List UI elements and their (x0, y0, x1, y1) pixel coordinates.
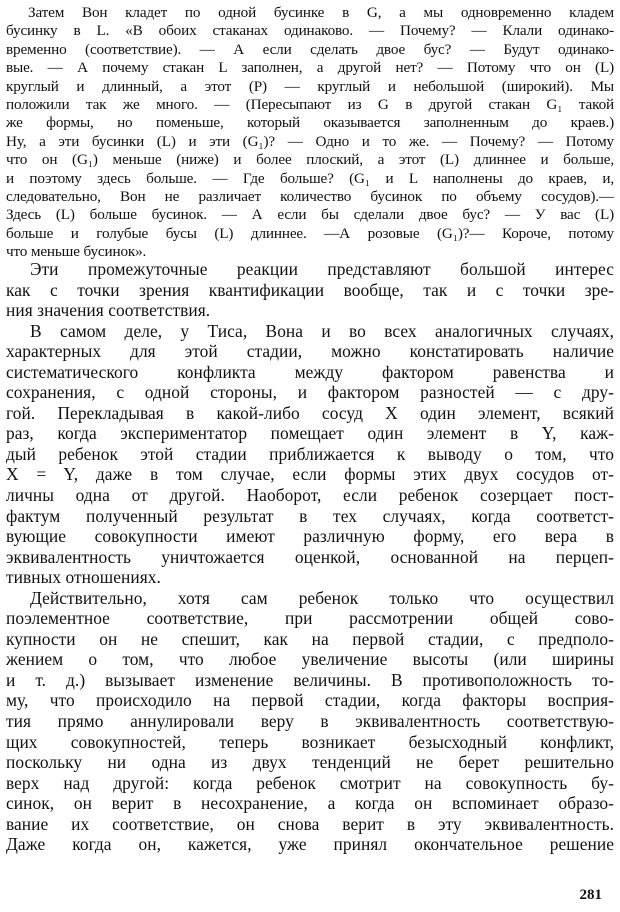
body-text (6, 259, 614, 855)
dialogue-line: временно (соответствие). — А если сделать двое бус? — Будут одинако- (6, 40, 614, 58)
dialogue-line: что меньше бусинок». (6, 243, 147, 261)
dialogue-line: бусинку в L. «В обоих стаканах одинаково. — Почему? — Клали одинако- (6, 22, 614, 40)
paragraph-line: фактум полученный результат в тех случаях, когда соответст- (6, 505, 614, 526)
paragraph-line: систематического конфликта между фактором равенства и (6, 361, 614, 382)
dialogue-line: Здесь (L) больше бусинок. — А если бы сделали двое бус? — У вас (L) (6, 206, 614, 224)
paragraph-line: синок, он верит в несохранение, а когда он вспоминает образо- (6, 793, 614, 814)
dialogue-line: положили так же много. — (Пересыпают из G в другой стакан G₁ такой (6, 95, 614, 113)
paragraph-line: поэлементное соответствие, при рассмотрении общей сово- (6, 608, 614, 629)
paragraph-line: тивных отношениях. (6, 567, 161, 588)
dialogue-line: Затем Вон кладет по одной бусинке в G, а мы одновременно кладем (28, 4, 614, 21)
paragraph-line: Эти промежуточные реакции представляют большой интерес (30, 259, 614, 279)
page-number: 281 (579, 887, 602, 903)
dialogue-line: вые. — А почему стакан L заполнен, а другой нет? — Потому что он (L) (6, 59, 614, 77)
paragraph-line: щих совокупностей, теперь возникает безысходный конфликт, (6, 731, 614, 752)
paragraph-line: как с точки зрения квантификации вообще, так и с точки зре- (6, 279, 614, 300)
dialogue-line: что он (G₁) меньше (ниже) и более плоский, а этот (L) длиннее и больше, (6, 151, 614, 169)
paragraph-line: поскольку ни одна из двух тенденций не берет решительно (6, 752, 614, 773)
paragraph-line: раз, когда экспериментатор помещает один элемент в Y, каж- (6, 423, 614, 444)
paragraph-line: Даже когда он, кажется, уже принял окончательное решение (6, 834, 614, 855)
paragraph-line: эквивалентность уничтожается оценкой, основанной на перцеп- (6, 546, 614, 567)
paragraph-line: жением о том, что любое увеличение высоты (или ширины (6, 649, 614, 670)
paragraph-line: X = Y, даже в том случае, если формы этих двух сосудов от- (6, 464, 614, 485)
dialogue-line: Ну, а эти бусинки (L) и эти (G₁)? — Одно и то же. — Почему? — Потому (6, 132, 614, 150)
dialogue-line: же формы, но поменьше, который оказывается заполненным до краев.) (6, 114, 614, 132)
paragraph-line: и т. д.) вызывает изменение величины. В противоположность то- (6, 669, 614, 690)
dialogue-line: следовательно, Вон не различает количество бусинок по объему сосудов).— (6, 187, 614, 205)
paragraph-line: верх над другой: когда ребенок смотрит на совокупность бу- (6, 772, 614, 793)
paragraph-line: ния значения соответствия. (6, 300, 211, 321)
paragraph-line: тия прямо аннулировали веру в эквивалентность соответствую- (6, 711, 614, 732)
paragraph-line: Действительно, хотя сам ребенок только что осуществил (30, 587, 614, 608)
paragraph-line: купности он не спешит, как на первой стадии, с предполо- (6, 628, 614, 649)
paragraph-line: дый ребенок этой стадии приближается к выводу о том, что (6, 443, 614, 464)
paragraph-line: вующие совокупности имеют различную форму, его вера в (6, 526, 614, 547)
paragraph-line: му, что происходило на первой стадии, когда факторы восприя- (6, 690, 614, 711)
paragraph-line: личны одна от другой. Наоборот, если ребенок созерцает пост- (6, 485, 614, 506)
dialogue-excerpt (6, 4, 614, 261)
dialogue-line: и поэтому здесь больше. — Где больше? (G₁ и L наполнены до краев, и, (6, 169, 614, 187)
dialogue-line: больше и голубые бусы (L) длиннее. —А розовые (G₁)?— Короче, потому (6, 224, 614, 242)
paragraph-line: В самом деле, у Тиса, Вона и во всех аналогичных случаях, (30, 320, 614, 341)
dialogue-line: круглый и длинный, а этот (P) — круглый и небольшой (широкий). Мы (6, 77, 614, 95)
paragraph-line: вание их соответствие, он снова верит в эту эквивалентность. (6, 813, 614, 834)
paragraph-line: гой. Перекладывая в какой-либо сосуд X один элемент, всякий (6, 402, 614, 423)
paragraph-line: характерных для этой стадии, можно констатировать наличие (6, 341, 614, 362)
paragraph-line: сохранения, с одной стороны, и фактором разностей — с дру- (6, 382, 614, 403)
